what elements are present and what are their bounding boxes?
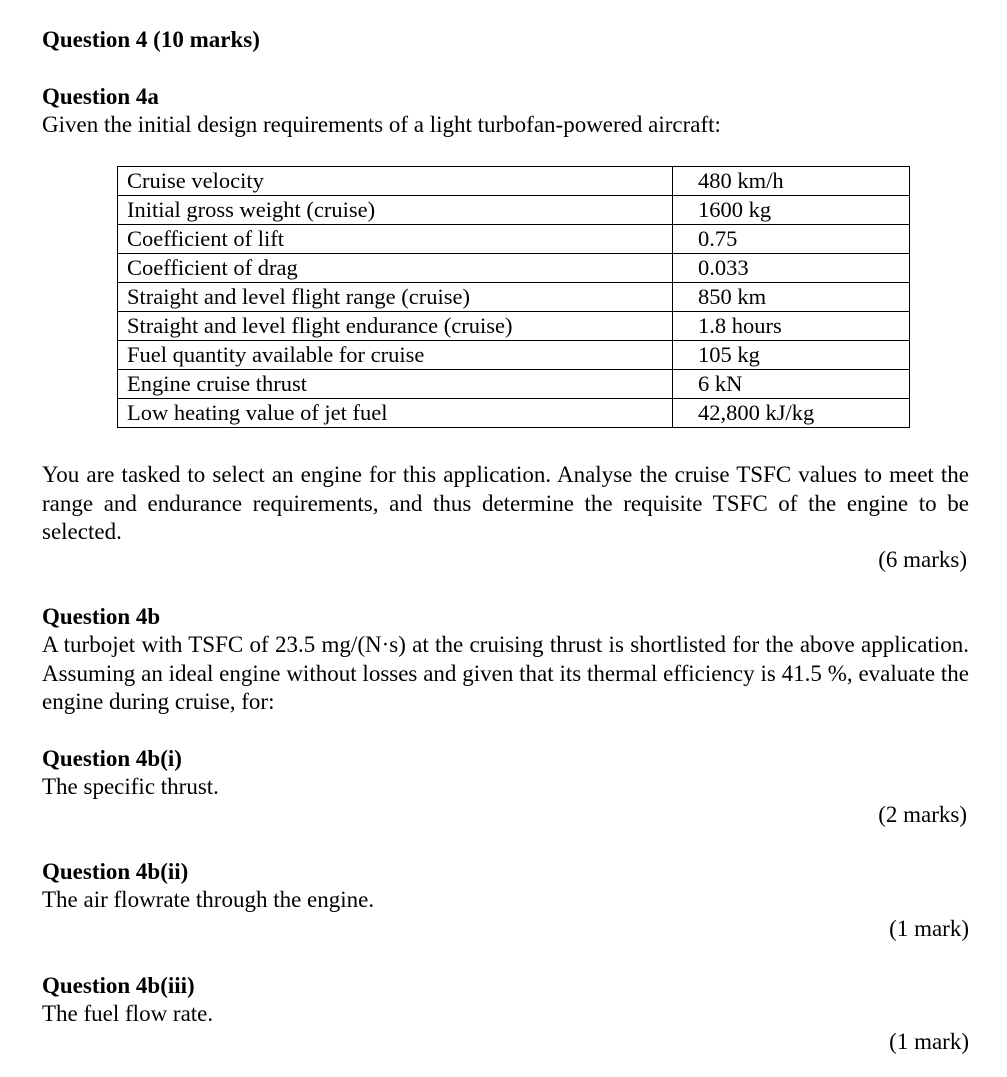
table-row [118,167,910,196]
question-4bii-marks: (1 mark) [889,916,969,941]
table-row [118,312,910,341]
parameter-cell: Cruise velocity [118,167,673,196]
parameter-cell: Coefficient of drag [118,254,673,283]
parameter-cell: Engine cruise thrust [118,370,673,399]
value-cell: 480 km/h [673,167,910,196]
question-4a-title: Question 4a [42,84,159,109]
value-cell: 6 kN [673,370,910,399]
value-cell: 1.8 hours [673,312,910,341]
parameter-cell: Initial gross weight (cruise) [118,196,673,225]
question-4biii-marks: (1 mark) [889,1029,969,1054]
value-cell: 0.75 [673,225,910,254]
question-4bii-title: Question 4b(ii) [42,859,189,884]
parameter-cell: Straight and level flight endurance (cruise) [118,312,673,341]
question-title: Question 4 (10 marks) [42,27,260,52]
value-cell: 0.033 [673,254,910,283]
question-4biii-text: The fuel flow rate. [42,1001,214,1026]
table-row [118,341,910,370]
question-4bii-text: The air flowrate through the engine. [42,887,375,912]
question-4b-title: Question 4b [42,604,161,629]
parameter-cell: Straight and level flight range (cruise) [118,283,673,312]
question-4bi-title: Question 4b(i) [42,746,182,771]
table-row [118,196,910,225]
question-4a-task: You are tasked to select an engine for this application. Analyse the cruise TSFC values to meet the range and endurance requirements, and thus determine the requisite TSFC of the engine to be selected. [42,462,969,544]
question-4bi-marks: (2 marks) [878,802,967,827]
question-4a-marks: (6 marks) [878,547,967,572]
parameter-cell: Fuel quantity available for cruise [118,341,673,370]
parameter-cell: Low heating value of jet fuel [118,399,673,428]
question-4bi-text: The specific thrust. [42,774,219,799]
table-row [118,399,910,428]
value-cell: 42,800 kJ/kg [673,399,910,428]
question-4a-intro: Given the initial design requirements of a light turbofan-powered aircraft: [42,112,721,137]
value-cell: 105 kg [673,341,910,370]
table-row [118,254,910,283]
table-row [118,283,910,312]
table-row [118,225,910,254]
question-4biii-title: Question 4b(iii) [42,973,195,998]
parameter-cell: Coefficient of lift [118,225,673,254]
table-row [118,370,910,399]
question-4b-text: A turbojet with TSFC of 23.5 mg/(N·s) at the cruising thrust is shortlisted for the above application. Assuming an ideal engine without losses and given that its thermal efficiency is 41.5 %, evaluate the engine during cruise, for: [42,632,969,714]
requirements-table [117,166,910,428]
value-cell: 1600 kg [673,196,910,225]
value-cell: 850 km [673,283,910,312]
